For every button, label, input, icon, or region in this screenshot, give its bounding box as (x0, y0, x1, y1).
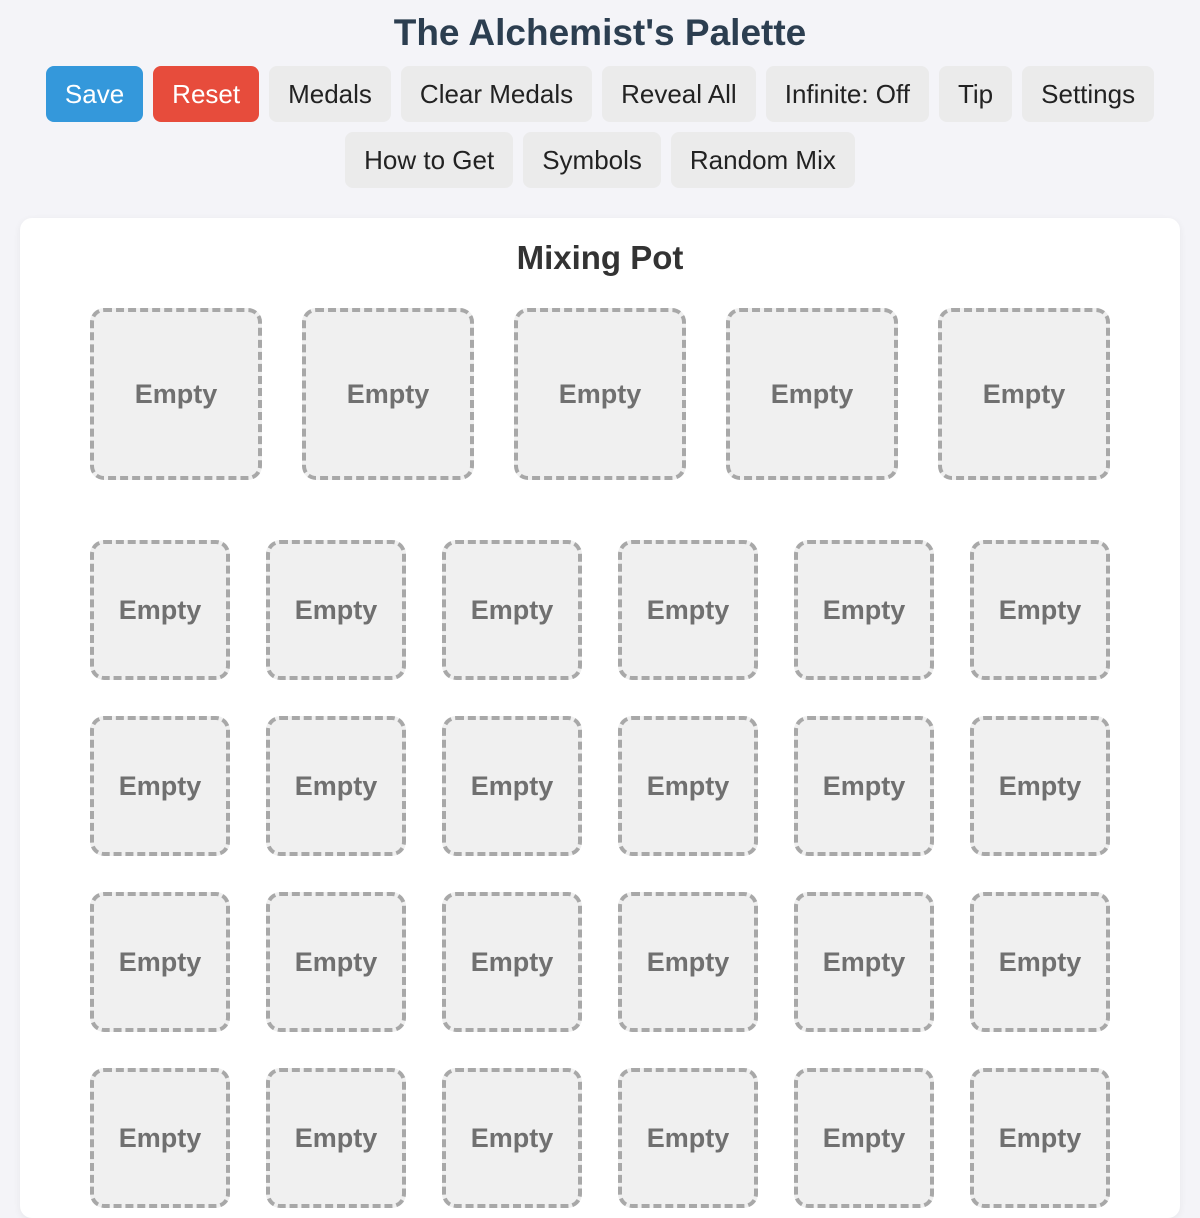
infinite-toggle-button[interactable]: Infinite: Off (766, 66, 929, 122)
inventory-slot[interactable]: Empty (618, 540, 758, 680)
reset-button[interactable]: Reset (153, 66, 259, 122)
inventory-slot[interactable]: Empty (794, 540, 934, 680)
inventory-slot[interactable]: Empty (970, 892, 1110, 1032)
inventory-slot[interactable]: Empty (618, 716, 758, 856)
clear-medals-button[interactable]: Clear Medals (401, 66, 592, 122)
inventory-slot[interactable]: Empty (970, 540, 1110, 680)
save-button[interactable]: Save (46, 66, 143, 122)
settings-button[interactable]: Settings (1022, 66, 1154, 122)
inventory-slot[interactable]: Empty (442, 1068, 582, 1208)
how-to-get-button[interactable]: How to Get (345, 132, 513, 188)
inventory-slot[interactable]: Empty (442, 892, 582, 1032)
inventory-slot[interactable]: Empty (618, 892, 758, 1032)
inventory-slot[interactable]: Empty (442, 716, 582, 856)
inventory-slot[interactable]: Empty (266, 892, 406, 1032)
inventory-slot[interactable]: Empty (794, 892, 934, 1032)
pot-slot[interactable]: Empty (938, 308, 1110, 480)
tip-button[interactable]: Tip (939, 66, 1012, 122)
inventory-slot[interactable]: Empty (266, 716, 406, 856)
pot-slot[interactable]: Empty (90, 308, 262, 480)
medals-button[interactable]: Medals (269, 66, 391, 122)
inventory-slot[interactable]: Empty (442, 540, 582, 680)
inventory-slot[interactable]: Empty (794, 716, 934, 856)
pot-slot[interactable]: Empty (302, 308, 474, 480)
mixing-pot-panel (20, 218, 1180, 1218)
toolbar (0, 66, 1200, 188)
app-title: The Alchemist's Palette (393, 12, 807, 53)
inventory-slot[interactable]: Empty (794, 1068, 934, 1208)
inventory-slot[interactable]: Empty (90, 892, 230, 1032)
reveal-all-button[interactable]: Reveal All (602, 66, 756, 122)
inventory-slot[interactable]: Empty (90, 716, 230, 856)
inventory-slot[interactable]: Empty (970, 716, 1110, 856)
pot-slot[interactable]: Empty (514, 308, 686, 480)
inventory-slot[interactable]: Empty (266, 540, 406, 680)
symbols-button[interactable]: Symbols (523, 132, 661, 188)
random-mix-button[interactable]: Random Mix (671, 132, 855, 188)
inventory-slot[interactable]: Empty (266, 1068, 406, 1208)
mixing-pot-title: Mixing Pot (516, 239, 684, 276)
inventory-slot[interactable]: Empty (618, 1068, 758, 1208)
pot-slot[interactable]: Empty (726, 308, 898, 480)
inventory-slot[interactable]: Empty (90, 1068, 230, 1208)
inventory-slot[interactable]: Empty (970, 1068, 1110, 1208)
inventory-slot[interactable]: Empty (90, 540, 230, 680)
